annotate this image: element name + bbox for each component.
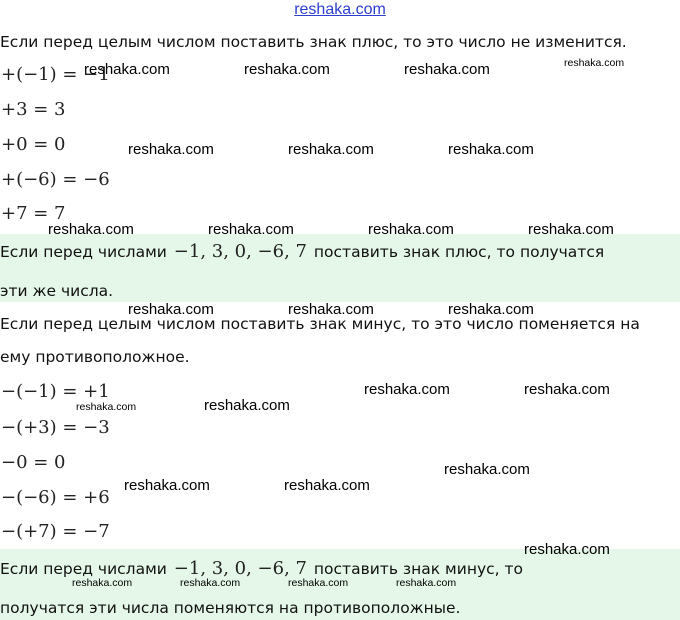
watermark: reshaka.com <box>444 461 530 478</box>
watermark: reshaka.com <box>244 61 330 78</box>
watermark: reshaka.com <box>564 57 625 69</box>
plus-equation-2: +3 = 3 <box>1 99 66 120</box>
minus-intro-line1: Если перед целым числом поставить знак минус, то это число поменяется на <box>0 315 640 333</box>
minus-conclusion-post: поставить знак минус, то <box>313 560 524 578</box>
watermark: reshaka.com <box>48 221 134 238</box>
watermark: reshaka.com <box>368 221 454 238</box>
watermark: reshaka.com <box>364 381 450 398</box>
minus-equation-3: −0 = 0 <box>1 452 66 473</box>
plus-intro: Если перед целым числом поставить знак плюс, то это число не изменится. <box>0 33 627 51</box>
watermark: reshaka.com <box>180 577 241 589</box>
watermark: reshaka.com <box>76 401 137 413</box>
watermark: reshaka.com <box>524 541 610 558</box>
plus-equation-4: +(−6) = −6 <box>1 169 110 190</box>
plus-conclusion-line2: эти же числа. <box>0 282 114 300</box>
plus-equation-5: +7 = 7 <box>1 203 66 224</box>
minus-conclusion-pre: Если перед числами <box>0 560 167 578</box>
watermark: reshaka.com <box>288 141 374 158</box>
watermark: reshaka.com <box>524 381 610 398</box>
minus-conclusion-numbers: −1, 3, 0, −6, 7 <box>173 558 307 579</box>
watermark: reshaka.com <box>284 477 370 494</box>
minus-intro-line2: ему противоположное. <box>0 348 190 366</box>
watermark: reshaka.com <box>204 397 290 414</box>
watermark: reshaka.com <box>128 301 214 318</box>
plus-equation-1: +(−1) = −1 <box>1 64 110 85</box>
plus-conclusion-pre: Если перед числами <box>0 243 167 261</box>
minus-conclusion-line1 <box>0 559 680 579</box>
watermark: reshaka.com <box>208 221 294 238</box>
minus-equation-1: −(−1) = +1 <box>1 381 110 402</box>
site-header-link[interactable]: reshaka.com <box>294 1 386 18</box>
watermark: reshaka.com <box>128 141 214 158</box>
watermark: reshaka.com <box>124 477 210 494</box>
minus-conclusion-line2: получатся эти числа поменяются на противоположные. <box>0 599 461 617</box>
plus-equation-3: +0 = 0 <box>1 134 66 155</box>
watermark: reshaka.com <box>84 61 170 78</box>
plus-conclusion-line1 <box>0 242 680 262</box>
watermark: reshaka.com <box>448 141 534 158</box>
watermark: reshaka.com <box>528 221 614 238</box>
watermark: reshaka.com <box>448 301 534 318</box>
minus-equation-2: −(+3) = −3 <box>1 417 110 438</box>
watermark: reshaka.com <box>396 577 457 589</box>
watermark: reshaka.com <box>288 301 374 318</box>
watermark: reshaka.com <box>72 577 133 589</box>
watermark: reshaka.com <box>288 577 349 589</box>
minus-equation-5: −(+7) = −7 <box>1 521 110 542</box>
plus-conclusion-numbers: −1, 3, 0, −6, 7 <box>173 241 307 262</box>
minus-equation-4: −(−6) = +6 <box>1 487 110 508</box>
plus-conclusion-post: поставить знак плюс, то получатся <box>313 243 605 261</box>
watermark: reshaka.com <box>404 61 490 78</box>
